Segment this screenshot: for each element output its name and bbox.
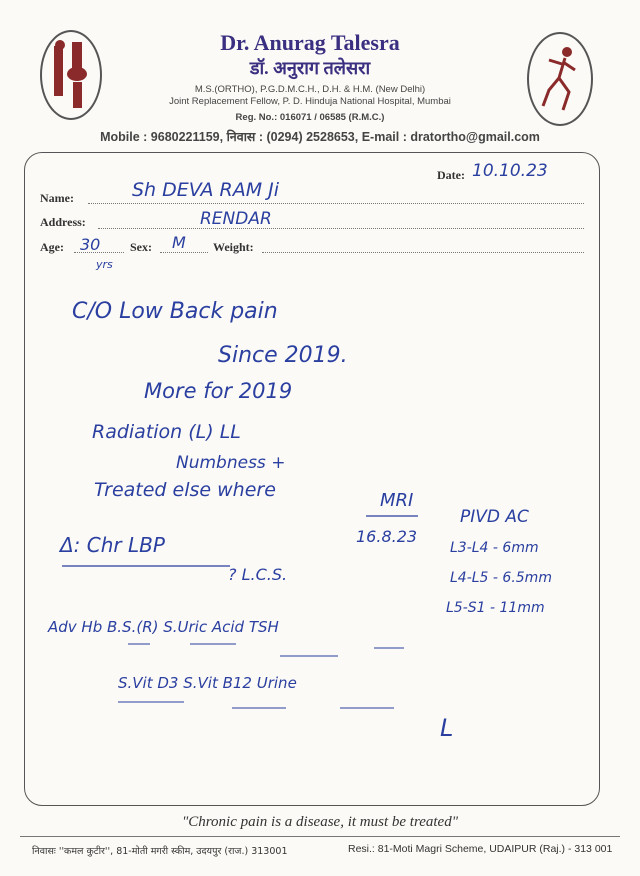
- hw-date: 10.10.23: [472, 161, 548, 181]
- hw-age-unit: yrs: [96, 258, 113, 271]
- hw-mri-level-2: L4-L5 - 6.5mm: [450, 570, 552, 586]
- footer-divider: [20, 836, 620, 837]
- hw-line-4: Radiation (L) LL: [92, 421, 241, 443]
- doctor-name-hindi: डॉ. अनुराग तलेसरा: [249, 58, 371, 78]
- hw-line-5: Numbness +: [176, 453, 286, 473]
- registration-number: Reg. No.: 016071 / 06585 (R.M.C.): [235, 112, 385, 123]
- footer-address-english: Resi.: 81-Moti Magri Scheme, UDAIPUR (Raj.) - 313 001: [348, 843, 613, 855]
- address-label: Address:: [40, 215, 86, 229]
- age-label: Age:: [40, 240, 64, 254]
- qualifications-line-1: M.S.(ORTHO), P.G.D.M.C.H., D.H. & H.M. (New Delhi): [194, 84, 426, 95]
- hw-line-2: Since 2019.: [218, 343, 348, 368]
- hw-name: Sh DEVA RAM Ji: [132, 179, 280, 201]
- hw-mri-level-3: L5-S1 - 11mm: [446, 600, 545, 616]
- hw-mri-level-1: L3-L4 - 6mm: [450, 540, 539, 556]
- sex-label: Sex:: [130, 240, 152, 254]
- hw-advice: Adv Hb B.S.(R) S.Uric Acid TSH: [48, 618, 279, 636]
- date-label: Date:: [437, 168, 465, 182]
- hw-line-3: More for 2019: [144, 379, 293, 403]
- qualifications-line-2: Joint Replacement Fellow, P. D. Hinduja National Hospital, Mumbai: [169, 96, 451, 107]
- footer-address-hindi: निवासः ''कमल कुटीर'', 81-मोती मगरी स्कीम, उदयपुर (राज.) 313001: [32, 846, 288, 857]
- weight-label: Weight:: [213, 240, 254, 254]
- tagline: "Chronic pain is a disease, it must be treated": [181, 814, 459, 830]
- hw-diagnosis: Δ: Chr LBP: [60, 533, 165, 557]
- name-label: Name:: [40, 191, 74, 205]
- hw-line-1: C/O Low Back pain: [72, 299, 278, 324]
- hw-diagnosis-2: ? L.C.S.: [228, 565, 288, 584]
- hw-mri-date: 16.8.23: [356, 527, 418, 546]
- hw-address: RENDAR: [200, 209, 272, 229]
- contact-line: Mobile : 9680221159, निवास : (0294) 2528653, E-mail : dratortho@gmail.com: [100, 130, 540, 144]
- hw-mri-finding: PIVD AC: [460, 507, 529, 527]
- hw-line-6: Treated else where: [94, 479, 276, 501]
- hw-sex: M: [172, 233, 186, 252]
- hw-signature: L: [440, 714, 454, 742]
- doctor-name-english: Dr. Anurag Talesra: [220, 30, 400, 55]
- hw-age: 30: [80, 235, 101, 254]
- hw-mri-title: MRI: [380, 490, 414, 511]
- hw-advice-2: S.Vit D3 S.Vit B12 Urine: [118, 674, 297, 692]
